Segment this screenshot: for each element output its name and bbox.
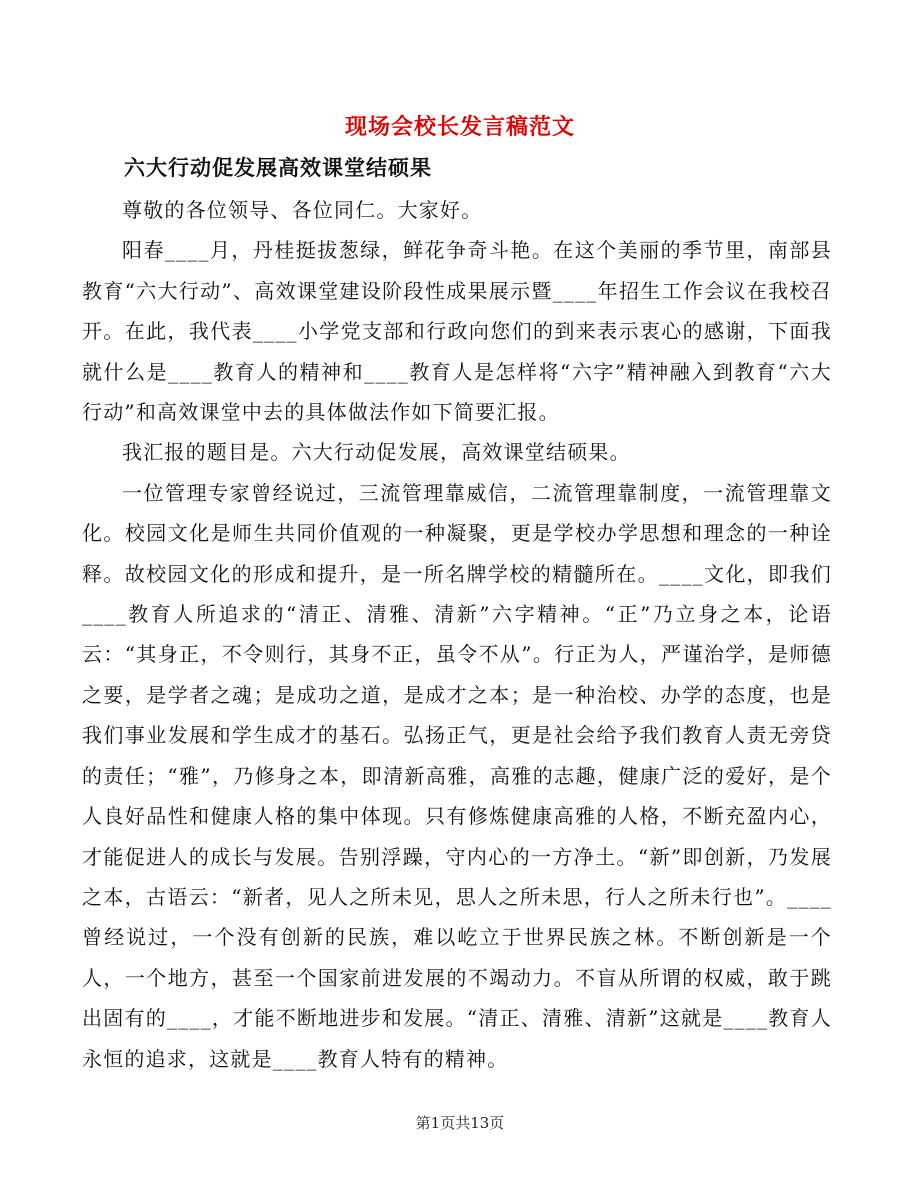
culture-paragraph: 一位管理专家曾经说过，三流管理靠威信，二流管理靠制度，一流管理靠文化。校园文化是师生共同价值观的一种凝聚，更是学校办学思想和理念的一种诠释。故校园文化的形成和提升，是一所名牌学校的精髓所在。____文化，即我们____教育人所追求的“清正、清雅、清新”六字精神。“正”乃立身之本，论语云：“其身正，不令则行，其身不正，虽令不从”。行正为人，严谨治学，是师德之要，是学者之魂；是成功之道，是成才之本；是一种治校、办学的态度，也是我们事业发展和学生成才的基石。弘扬正气，更是社会给予我们教育人责无旁贷的责任；“雅”，乃修身之本，即清新高雅，高雅的志趣，健康广泛的爱好，是个人良好品性和健康人格的集中体现。只有修炼健康高雅的人格，不断充盈内心，才能促进人的成长与发展。告别浮躁，守内心的一方净土。“新”即创新，乃发展之本，古语云：“新者，见人之所未见，思人之所未思，行人之所未行也”。____曾经说过，一个没有创新的民族，难以屹立于世界民族之林。不断创新是一个人，一个地方，甚至一个国家前进发展的不竭动力。不盲从所谓的权威，敢于跳出固有的____，才能不断地进步和发展。“清正、清雅、清新”这就是____教育人永恒的追求，这就是____教育人特有的精神。 [82,480,832,1071]
topic-paragraph: 我汇报的题目是。六大行动促发展，高效课堂结硕果。 [122,440,631,465]
page-number-footer: 第1页共13页 [415,1114,505,1132]
document-body [82,190,832,1079]
document-title: 现场会校长发言稿范文 [344,114,575,140]
intro-paragraph: 阳春____月，丹桂挺拔葱绿，鲜花争奇斗艳。在这个美丽的季节里，南部县教育“六大行动”、高效课堂建设阶段性成果展示暨____年招生工作会议在我校召开。在此，我代表____小学党支部和行政向您们的到来表示衷心的感谢，下面我就什么是____教育人的精神和____教育人是怎样将“六字”精神融入到教育“六大行动”和高效课堂中去的具体做法作如下简要汇报。 [82,238,832,425]
greeting-paragraph: 尊敬的各位领导、各位同仁。大家好。 [122,198,483,222]
document-subtitle: 六大行动促发展高效课堂结硕果 [124,155,432,180]
